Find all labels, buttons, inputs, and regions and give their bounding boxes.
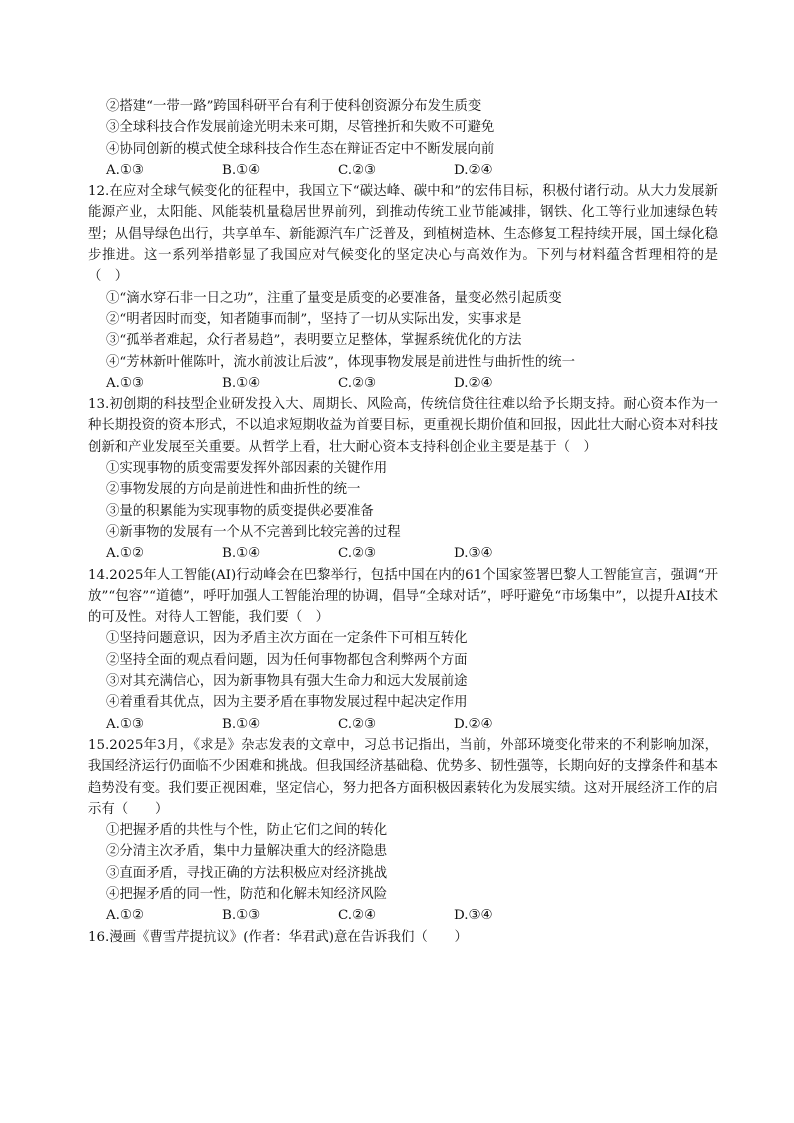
choice-b: B.①④ [222,546,261,562]
statement-3: ③对其充满信心，因为新事物具有强大生命力和远大发展前途 [106,674,468,690]
statement-2: ②分清主次矛盾，集中力量解决重大的经济隐患 [106,844,388,860]
statement-3: ③全球科技合作发展前途光明未来可期，尽管挫折和失败不可避免 [106,120,495,136]
choice-d: D.③④ [454,546,493,562]
statement-2: ②“明者因时而变，知者随事而制”，坚持了一切从实际出发，实事求是 [106,311,522,327]
statement-1: ①“滴水穿石非一日之功”，注重了量变是质变的必要准备，量变必然引起质变 [106,290,562,306]
choice-c: C.②③ [338,546,377,562]
question-stem: 15.2025年3月，《求是》杂志发表的文章中，习总书记指出，当前，外部环境变化带来的不利影响加深，我国经济运行仍面临不少困难和挑战。但我国经济基础稳、优势多、韧性强等，长期向好的支撑条件和基本趋势没有变。我们要正视困难，坚定信心，努力把各方面积极因素转化为发展实绩。这对开展经济工作的启示有（ ） [88,737,718,817]
choice-d: D.②④ [454,716,493,732]
statement-4: ④“芳林新叶催陈叶，流水前波让后波”，体现事物发展是前进性与曲折性的统一 [106,354,575,370]
statement-3: ③“孤举者难起，众行者易趋”，表明要立足整体，掌握系统优化的方法 [106,333,522,349]
question-15 [88,735,718,927]
statement-4: ④着重看其优点，因为主要矛盾在事物发展过程中起决定作用 [106,695,468,711]
choice-a: A.①② [106,908,144,924]
choice-b: B.①④ [222,375,261,391]
question-14 [88,565,718,735]
choice-d: D.②④ [454,375,493,391]
statement-4: ④协同创新的模式使全球科技合作生态在辩证否定中不断发展向前 [106,141,495,157]
statement-3: ③直面矛盾，寻找正确的方法积极应对经济挑战 [106,865,388,881]
answer-choices [88,543,718,564]
choice-b: B.①④ [222,716,261,732]
choice-c: C.②③ [338,162,377,178]
statement-1: ①把握矛盾的共性与个性，防止它们之间的转化 [106,823,388,839]
question-stem: 13.初创期的科技型企业研发投入大、周期长、风险高，传统信贷往往难以给予长期支持。耐心资本作为一种长期投资的资本形式，不以追求短期收益为首要目标，更重视长期价值和回报，因此壮大耐心资本对科技创新和产业发展至关重要。从哲学上看，壮大耐心资本支持科创企业主要是基于（ ） [88,397,718,455]
statement-1: ①实现事物的质变需要发挥外部因素的关键作用 [106,461,388,477]
answer-choices [88,160,718,181]
question-16 [88,927,718,948]
choice-c: C.②④ [338,908,377,924]
question-13 [88,394,718,564]
statement-4: ④把握矛盾的同一性，防范和化解未知经济风险 [106,886,388,902]
answer-choices [88,905,718,926]
statement-1: ①坚持问题意识，因为矛盾主次方面在一定条件下可相互转化 [106,631,468,647]
page-content [88,96,718,948]
answer-choices [88,714,718,735]
statement-2: ②坚持全面的观点看问题，因为任何事物都包含利弊两个方面 [106,652,468,668]
statement-2: ②搭建“一带一路”跨国科研平台有利于使科创资源分布发生质变 [106,99,482,114]
choice-b: B.①④ [222,162,261,178]
choice-c: C.②③ [338,375,377,391]
question-11-tail [88,96,718,181]
question-12 [88,181,718,394]
statement-4: ④新事物的发展有一个从不完善到比较完善的过程 [106,524,401,540]
choice-a: A.①③ [106,375,144,391]
choice-d: D.②④ [454,162,493,178]
statement-2: ②事物发展的方向是前进性和曲折性的统一 [106,482,361,498]
statement-3: ③量的积累能为实现事物的质变提供必要准备 [106,503,374,519]
question-stem: 14.2025年人工智能(AI)行动峰会在巴黎举行，包括中国在内的61个国家签署巴黎人工智能宣言，强调“开放”“包容”“道德”，呼吁加强人工智能治理的协调，倡导“全球对话”，呼吁避免“市场集中”，以提升AI技术的可及性。对待人工智能，我们要（ ） [88,567,718,626]
choice-a: A.①③ [106,716,144,732]
choice-b: B.①③ [222,908,261,924]
question-stem: 12.在应对全球气候变化的征程中，我国立下“碳达峰、碳中和”的宏伟目标，积极付诸行动。从大力发展新能源产业，太阳能、风能装机量稳居世界前列，到推动传统工业节能减排，钢铁、化工等行业加速绿色转型；从倡导绿色出行，共享单车、新能源汽车广泛普及，到植树造林、生态修复工程持续开展，国土绿化稳步推进。这一系列举措彰显了我国应对气候变化的坚定决心与高效作为。下列与材料蕴含哲理相符的是（ ） [88,184,718,285]
question-stem: 16.漫画《曹雪芹提抗议》(作者：华君武)意在告诉我们（ ） [88,929,468,945]
choice-d: D.③④ [454,908,493,924]
choice-c: C.②③ [338,716,377,732]
choice-a: A.①③ [106,162,144,178]
choice-a: A.①② [106,546,144,562]
answer-choices [88,373,718,394]
